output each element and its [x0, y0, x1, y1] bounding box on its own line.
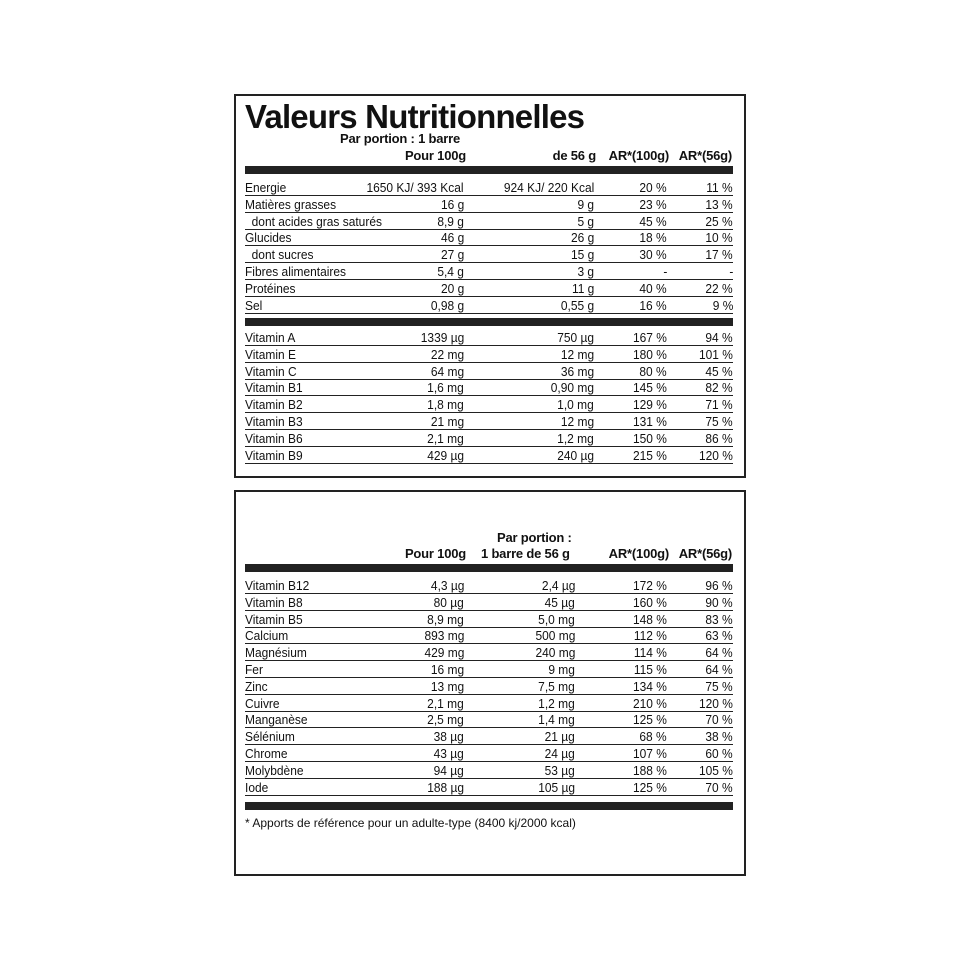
- ar-56g: 86 %: [705, 430, 733, 446]
- row-label: dont sucres: [245, 247, 314, 263]
- ar-100g: 23 %: [639, 196, 667, 212]
- ar-56g: 25 %: [705, 213, 733, 229]
- value-per-portion: 7,5 mg: [538, 678, 575, 694]
- table-row: [245, 214, 733, 230]
- value-per-100g: 46 g: [440, 230, 464, 246]
- ar-100g: 148 %: [633, 611, 667, 627]
- value-per-100g: 13 mg: [430, 678, 464, 694]
- ar-100g: 112 %: [633, 628, 667, 644]
- value-per-portion: 2,4 µg: [541, 578, 575, 593]
- table-row: [245, 578, 733, 594]
- ar-56g: 64 %: [705, 645, 733, 661]
- value-per-100g: 1,6 mg: [427, 380, 464, 396]
- row-label: Chrome: [245, 746, 288, 761]
- ar-56g: 75 %: [705, 414, 733, 429]
- ar-100g: 145 %: [633, 380, 667, 396]
- ar-56g: 17 %: [705, 247, 733, 263]
- row-label: Vitamin B2: [245, 397, 303, 413]
- table-row: [245, 662, 733, 678]
- ar-56g: 38 %: [705, 729, 733, 745]
- ar-56g: 120 %: [699, 695, 733, 711]
- value-per-portion: 15 g: [570, 247, 594, 263]
- value-per-portion: 0,90 mg: [550, 380, 594, 396]
- portion-header-line-1: Par portion :: [497, 530, 572, 545]
- row-label: Vitamin B12: [245, 578, 310, 593]
- value-per-portion: 924 KJ/ 220 Kcal: [503, 180, 594, 195]
- value-per-100g: 20 g: [440, 280, 464, 296]
- ar-100g: 114 %: [633, 645, 667, 661]
- table-row: [245, 712, 733, 728]
- value-per-portion: 45 µg: [544, 594, 575, 610]
- table-row: [245, 364, 733, 380]
- table-row: [245, 264, 733, 280]
- row-label: Vitamin B5: [245, 611, 303, 627]
- value-per-100g: 1339 µg: [420, 330, 464, 345]
- ar-56g: 82 %: [705, 380, 733, 396]
- ar-100g: -: [663, 264, 667, 279]
- col-header-100g: Pour 100g: [404, 546, 466, 561]
- row-label: Vitamin C: [245, 363, 297, 379]
- table-row: [245, 780, 733, 796]
- value-per-100g: 16 g: [440, 196, 464, 212]
- ar-100g: 129 %: [633, 397, 667, 413]
- value-per-portion: 240 mg: [535, 645, 575, 661]
- row-label: Energie: [245, 180, 287, 195]
- ar-56g: 13 %: [705, 196, 733, 212]
- col-header-100g: Pour 100g: [404, 148, 466, 163]
- value-per-100g: 64 mg: [430, 363, 464, 379]
- table-row: [245, 729, 733, 745]
- table-row: [245, 414, 733, 430]
- value-per-100g: 429 mg: [424, 645, 464, 661]
- ar-56g: 70 %: [705, 712, 733, 728]
- ar-100g: 20 %: [639, 180, 667, 195]
- table-row: [245, 612, 733, 628]
- value-per-100g: 0,98 g: [430, 297, 464, 313]
- ar-100g: 30 %: [639, 247, 667, 263]
- ar-100g: 210 %: [633, 695, 667, 711]
- portion-header: Par portion : 1 barre: [340, 131, 461, 146]
- value-per-portion: 53 µg: [544, 762, 575, 778]
- row-label: Molybdène: [245, 762, 304, 778]
- nutrition-table-panel-1: [234, 94, 746, 478]
- value-per-100g: 21 mg: [430, 414, 464, 429]
- ar-56g: 70 %: [705, 779, 733, 795]
- header-divider: [245, 166, 733, 174]
- row-underline: [245, 463, 733, 464]
- ar-56g: 90 %: [705, 594, 733, 610]
- ar-56g: 94 %: [705, 330, 733, 345]
- value-per-portion: 1,0 mg: [557, 397, 594, 413]
- row-label: Fibres alimentaires: [245, 264, 347, 279]
- ar-56g: 45 %: [705, 363, 733, 379]
- value-per-100g: 1650 KJ/ 393 Kcal: [366, 180, 464, 195]
- row-label: Vitamin B1: [245, 380, 303, 396]
- row-label: Zinc: [245, 678, 268, 694]
- value-per-100g: 429 µg: [427, 447, 464, 463]
- ar-56g: 96 %: [705, 578, 733, 593]
- col-header-ar100: AR*(100g): [608, 148, 669, 163]
- table-row: [245, 763, 733, 779]
- row-label: Vitamin B6: [245, 430, 303, 446]
- row-label: Sel: [245, 297, 263, 313]
- table-row: [245, 347, 733, 363]
- table-row: [245, 180, 733, 196]
- value-per-portion: 12 mg: [560, 414, 594, 429]
- value-per-portion: 26 g: [570, 230, 594, 246]
- nutrition-table-panel-2: [234, 490, 746, 876]
- ar-56g: 83 %: [705, 611, 733, 627]
- row-label: Glucides: [245, 230, 292, 246]
- value-per-portion: 750 µg: [557, 330, 594, 345]
- ar-56g: 11 %: [706, 180, 733, 195]
- col-header-ar56: AR*(56g): [678, 546, 732, 561]
- ar-100g: 150 %: [633, 430, 667, 446]
- table-row: [245, 645, 733, 661]
- table-row: [245, 397, 733, 413]
- table-row: [245, 380, 733, 396]
- row-label: Magnésium: [245, 645, 307, 661]
- ar-100g: 188 %: [633, 762, 667, 778]
- row-underline: [245, 313, 733, 314]
- value-per-portion: 36 mg: [560, 363, 594, 379]
- ar-100g: 134 %: [633, 678, 667, 694]
- table-row: [245, 247, 733, 263]
- table-row: [245, 298, 733, 314]
- ar-56g: 10 %: [705, 230, 733, 246]
- table-row: [245, 448, 733, 464]
- ar-100g: 180 %: [633, 346, 667, 362]
- ar-100g: 68 %: [639, 729, 667, 745]
- value-per-100g: 94 µg: [433, 762, 464, 778]
- row-label: Manganèse: [245, 712, 308, 728]
- row-label: Vitamin A: [245, 330, 296, 345]
- ar-56g: 60 %: [705, 746, 733, 761]
- value-per-100g: 2,1 mg: [427, 695, 464, 711]
- ar-100g: 80 %: [639, 363, 667, 379]
- row-label: Vitamin B3: [245, 414, 303, 429]
- col-header-56g: de 56 g: [552, 148, 596, 163]
- value-per-portion: 1,2 mg: [538, 695, 575, 711]
- row-label: Sélénium: [245, 729, 295, 745]
- value-per-portion: 12 mg: [560, 346, 594, 362]
- row-label: Cuivre: [245, 695, 280, 711]
- ar-56g: 9 %: [712, 297, 733, 313]
- value-per-portion: 1,4 mg: [538, 712, 575, 728]
- table-row: [245, 595, 733, 611]
- ar-100g: 45 %: [639, 213, 667, 229]
- row-label: Calcium: [245, 628, 289, 644]
- ar-56g: 64 %: [705, 662, 733, 677]
- section-divider: [245, 318, 733, 326]
- row-label: Iode: [245, 779, 269, 795]
- row-label: Fer: [245, 662, 263, 677]
- value-per-portion: 9 mg: [548, 662, 575, 677]
- value-per-portion: 3 g: [577, 264, 594, 279]
- ar-56g: 71 %: [705, 397, 733, 413]
- value-per-portion: 1,2 mg: [557, 430, 594, 446]
- row-label: Matières grasses: [245, 196, 337, 212]
- ar-56g: 63 %: [705, 628, 733, 644]
- row-label: Vitamin B8: [245, 594, 303, 610]
- table-row: [245, 746, 733, 762]
- row-underline: [245, 795, 733, 796]
- value-per-100g: 43 µg: [433, 746, 464, 761]
- ar-56g: -: [729, 264, 733, 279]
- ar-100g: 167 %: [633, 330, 667, 345]
- value-per-100g: 4,3 µg: [430, 578, 464, 593]
- row-label: Protéines: [245, 280, 296, 296]
- value-per-portion: 21 µg: [544, 729, 575, 745]
- ar-100g: 40 %: [639, 280, 667, 296]
- value-per-100g: 38 µg: [433, 729, 464, 745]
- ar-56g: 105 %: [699, 762, 733, 778]
- value-per-portion: 24 µg: [544, 746, 575, 761]
- value-per-100g: 188 µg: [427, 779, 464, 795]
- row-label: Vitamin E: [245, 346, 296, 362]
- table-row: [245, 679, 733, 695]
- ar-100g: 125 %: [633, 779, 667, 795]
- value-per-portion: 240 µg: [557, 447, 594, 463]
- value-per-portion: 5 g: [577, 213, 594, 229]
- value-per-100g: 8,9 mg: [427, 611, 464, 627]
- ar-100g: 131 %: [633, 414, 667, 429]
- ar-100g: 115 %: [633, 662, 667, 677]
- ar-56g: 75 %: [705, 678, 733, 694]
- footnote: * Apports de référence pour un adulte-type (8400 kj/2000 kcal): [245, 816, 576, 830]
- value-per-100g: 2,5 mg: [427, 712, 464, 728]
- col-header-ar56: AR*(56g): [678, 148, 732, 163]
- table-row: [245, 197, 733, 213]
- col-header-ar100: AR*(100g): [608, 546, 669, 561]
- value-per-100g: 22 mg: [430, 346, 464, 362]
- value-per-portion: 9 g: [577, 196, 594, 212]
- value-per-100g: 80 µg: [433, 594, 464, 610]
- table-row: [245, 628, 733, 644]
- ar-56g: 120 %: [699, 447, 733, 463]
- value-per-portion: 105 µg: [538, 779, 575, 795]
- value-per-100g: 893 mg: [424, 628, 464, 644]
- table-title: Valeurs Nutritionnelles: [245, 98, 585, 135]
- table-row: [245, 431, 733, 447]
- value-per-100g: 16 mg: [430, 662, 464, 677]
- value-per-100g: 5,4 g: [437, 264, 464, 279]
- ar-100g: 18 %: [639, 230, 667, 246]
- ar-100g: 16 %: [639, 297, 667, 313]
- ar-100g: 160 %: [633, 594, 667, 610]
- portion-header-line-2: 1 barre de 56 g: [481, 546, 570, 561]
- value-per-100g: 8,9 g: [437, 213, 464, 229]
- value-per-100g: 1,8 mg: [427, 397, 464, 413]
- ar-56g: 22 %: [705, 280, 733, 296]
- ar-100g: 125 %: [633, 712, 667, 728]
- table-row: [245, 696, 733, 712]
- row-label: dont acides gras saturés: [245, 213, 382, 229]
- value-per-100g: 27 g: [440, 247, 464, 263]
- row-label: Vitamin B9: [245, 447, 303, 463]
- value-per-portion: 11 g: [571, 280, 594, 296]
- table-row: [245, 230, 733, 246]
- value-per-portion: 5,0 mg: [538, 611, 575, 627]
- header-divider: [245, 564, 733, 572]
- value-per-portion: 0,55 g: [560, 297, 594, 313]
- ar-100g: 172 %: [633, 578, 667, 593]
- table-row: [245, 330, 733, 346]
- table-row: [245, 281, 733, 297]
- value-per-portion: 500 mg: [535, 628, 575, 644]
- ar-100g: 215 %: [633, 447, 667, 463]
- value-per-100g: 2,1 mg: [427, 430, 464, 446]
- footer-divider: [245, 802, 733, 810]
- ar-56g: 101 %: [699, 346, 733, 362]
- ar-100g: 107 %: [633, 746, 667, 761]
